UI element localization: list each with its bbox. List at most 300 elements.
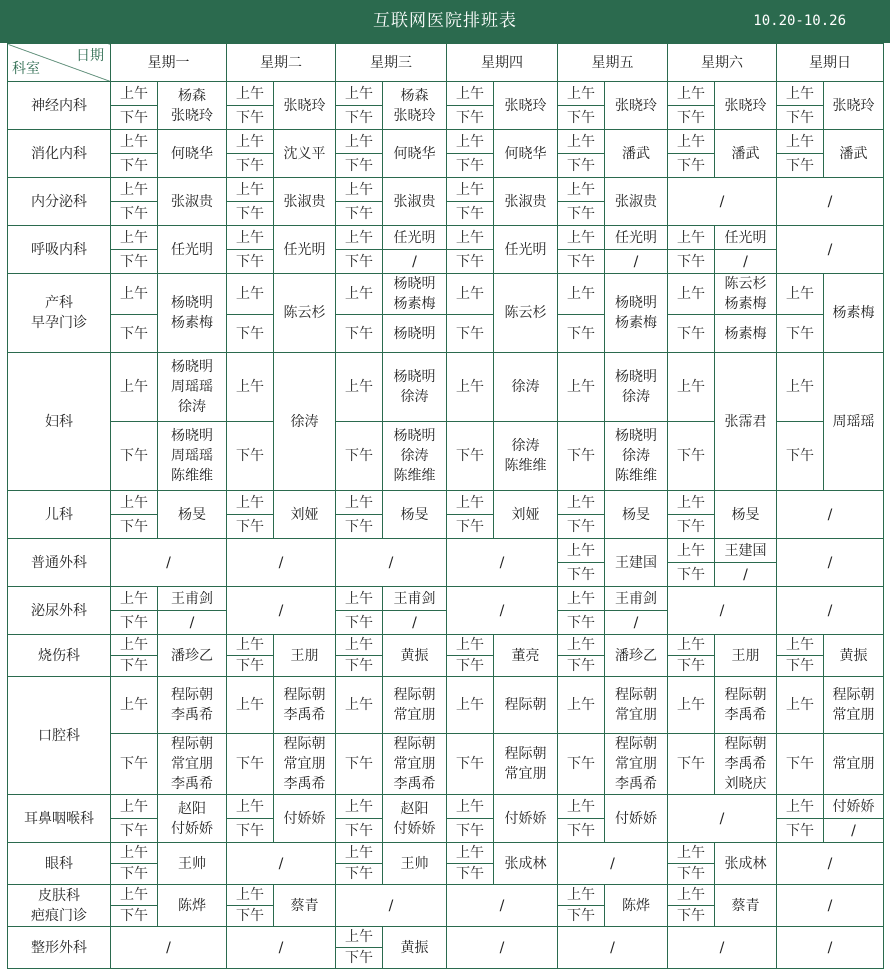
doctor-cell-pm: 杨晓明 周瑶瑶 陈维维 [158, 422, 227, 491]
shift-am-label: 上午 [111, 130, 158, 154]
dept-row-am [8, 927, 884, 948]
doctor-cell-pm: 杨素梅 [715, 315, 777, 353]
no-schedule-cell: / [336, 885, 447, 927]
shift-am-label: 上午 [558, 795, 605, 819]
doctor-cell: 陈云杉 [274, 274, 336, 353]
doctor-cell-pm: 程际朝 常宜朋 李禹希 [158, 734, 227, 795]
doctor-cell-pm: / [824, 819, 884, 843]
shift-am-label: 上午 [558, 539, 605, 563]
shift-am-label: 上午 [668, 885, 715, 906]
shift-pm-label: 下午 [227, 315, 274, 353]
shift-pm-label: 下午 [227, 106, 274, 130]
shift-pm-label: 下午 [111, 656, 158, 677]
doctor-cell-pm: / [715, 250, 777, 274]
shift-am-label: 上午 [447, 795, 494, 819]
department-name: 儿科 [8, 491, 111, 539]
shift-am-label: 上午 [227, 795, 274, 819]
shift-am-label: 上午 [336, 491, 383, 515]
department-name: 普通外科 [8, 539, 111, 587]
shift-pm-label: 下午 [558, 250, 605, 274]
dept-row-am [8, 491, 884, 515]
shift-pm-label: 下午 [336, 611, 383, 635]
shift-am-label: 上午 [336, 635, 383, 656]
shift-pm-label: 下午 [227, 734, 274, 795]
shift-pm-label: 下午 [558, 315, 605, 353]
shift-am-label: 上午 [668, 677, 715, 734]
shift-pm-label: 下午 [447, 250, 494, 274]
doctor-cell: 王朋 [715, 635, 777, 677]
doctor-cell-pm: 徐涛 陈维维 [494, 422, 558, 491]
shift-am-label: 上午 [227, 130, 274, 154]
shift-am-label: 上午 [668, 274, 715, 315]
shift-pm-label: 下午 [558, 611, 605, 635]
doctor-cell: 任光明 [274, 226, 336, 274]
doctor-cell-am: 任光明 [715, 226, 777, 250]
department-name: 口腔科 [8, 677, 111, 795]
shift-pm-label: 下午 [777, 734, 824, 795]
doctor-cell-am: 任光明 [383, 226, 447, 250]
dept-row-am [8, 587, 884, 611]
shift-am-label: 上午 [558, 885, 605, 906]
no-schedule-cell: / [777, 178, 884, 226]
doctor-cell: 王朋 [274, 635, 336, 677]
shift-pm-label: 下午 [336, 422, 383, 491]
shift-pm-label: 下午 [111, 515, 158, 539]
doctor-cell: 杨旻 [715, 491, 777, 539]
doctor-cell: 潘珍乙 [158, 635, 227, 677]
shift-am-label: 上午 [668, 843, 715, 864]
day-header-tue: 星期二 [227, 44, 336, 82]
doctor-cell-am: 杨晓明 周瑶瑶 徐涛 [158, 353, 227, 422]
shift-pm-label: 下午 [558, 202, 605, 226]
dept-row-am [8, 353, 884, 422]
doctor-cell-am: 程际朝 李禹希 [158, 677, 227, 734]
shift-pm-label: 下午 [668, 250, 715, 274]
shift-am-label: 上午 [111, 843, 158, 864]
shift-am-label: 上午 [447, 353, 494, 422]
doctor-cell-am: 任光明 [605, 226, 668, 250]
shift-pm-label: 下午 [558, 819, 605, 843]
doctor-cell-pm: / [383, 250, 447, 274]
department-name: 眼科 [8, 843, 111, 885]
shift-am-label: 上午 [558, 677, 605, 734]
no-schedule-cell: / [777, 587, 884, 635]
shift-am-label: 上午 [777, 82, 824, 106]
doctor-cell: 张成林 [715, 843, 777, 885]
no-schedule-cell: / [668, 178, 777, 226]
doctor-cell: 杨森 张晓玲 [158, 82, 227, 130]
day-header-thu: 星期四 [447, 44, 558, 82]
doctor-cell-am: 付娇娇 [824, 795, 884, 819]
shift-am-label: 上午 [227, 635, 274, 656]
doctor-cell-am: 程际朝 常宜朋 [824, 677, 884, 734]
shift-am-label: 上午 [227, 226, 274, 250]
doctor-cell: 张晓玲 [715, 82, 777, 130]
shift-pm-label: 下午 [336, 819, 383, 843]
shift-am-label: 上午 [111, 795, 158, 819]
doctor-cell: 张晓玲 [824, 82, 884, 130]
shift-am-label: 上午 [227, 274, 274, 315]
doctor-cell: 陈云杉 [494, 274, 558, 353]
doctor-cell: 赵阳 付娇娇 [158, 795, 227, 843]
shift-pm-label: 下午 [336, 864, 383, 885]
department-name: 呼吸内科 [8, 226, 111, 274]
doctor-cell-am: 程际朝 常宜朋 [605, 677, 668, 734]
doctor-cell: 黄振 [824, 635, 884, 677]
shift-pm-label: 下午 [111, 106, 158, 130]
shift-pm-label: 下午 [447, 315, 494, 353]
doctor-cell: 张淑贵 [158, 178, 227, 226]
doctor-cell-pm: / [383, 611, 447, 635]
shift-pm-label: 下午 [558, 106, 605, 130]
shift-pm-label: 下午 [227, 154, 274, 178]
shift-am-label: 上午 [447, 226, 494, 250]
shift-am-label: 上午 [227, 491, 274, 515]
doctor-cell-pm: / [158, 611, 227, 635]
no-schedule-cell: / [227, 587, 336, 635]
doctor-cell-pm: 杨晓明 徐涛 陈维维 [605, 422, 668, 491]
shift-am-label: 上午 [111, 274, 158, 315]
doctor-cell-am: 程际朝 常宜朋 [383, 677, 447, 734]
shift-am-label: 上午 [777, 353, 824, 422]
shift-pm-label: 下午 [668, 154, 715, 178]
shift-pm-label: 下午 [777, 154, 824, 178]
shift-pm-label: 下午 [336, 515, 383, 539]
doctor-cell: 何晓华 [158, 130, 227, 178]
shift-pm-label: 下午 [668, 906, 715, 927]
shift-pm-label: 下午 [447, 734, 494, 795]
shift-pm-label: 下午 [777, 315, 824, 353]
shift-pm-label: 下午 [668, 515, 715, 539]
doctor-cell: 杨森 张晓玲 [383, 82, 447, 130]
dept-row-am [8, 539, 884, 563]
doctor-cell-am: 王甫剑 [605, 587, 668, 611]
shift-pm-label: 下午 [111, 154, 158, 178]
doctor-cell: 董亮 [494, 635, 558, 677]
doctor-cell-am: 杨晓明 杨素梅 [383, 274, 447, 315]
shift-pm-label: 下午 [668, 106, 715, 130]
doctor-cell-am: 王甫剑 [158, 587, 227, 611]
shift-pm-label: 下午 [111, 734, 158, 795]
dept-row-am [8, 82, 884, 106]
day-header-sun: 星期日 [777, 44, 884, 82]
no-schedule-cell: / [336, 539, 447, 587]
shift-am-label: 上午 [668, 82, 715, 106]
no-schedule-cell: / [227, 539, 336, 587]
doctor-cell: 何晓华 [383, 130, 447, 178]
shift-pm-label: 下午 [558, 656, 605, 677]
shift-am-label: 上午 [111, 178, 158, 202]
shift-am-label: 上午 [668, 491, 715, 515]
doctor-cell-am: 程际朝 李禹希 [715, 677, 777, 734]
shift-pm-label: 下午 [336, 656, 383, 677]
no-schedule-cell: / [447, 927, 558, 969]
shift-pm-label: 下午 [336, 106, 383, 130]
shift-am-label: 上午 [111, 226, 158, 250]
shift-pm-label: 下午 [111, 250, 158, 274]
day-header-mon: 星期一 [111, 44, 227, 82]
shift-am-label: 上午 [111, 82, 158, 106]
dept-row-pm [8, 250, 884, 274]
no-schedule-cell: / [111, 539, 227, 587]
shift-am-label: 上午 [777, 130, 824, 154]
shift-am-label: 上午 [558, 82, 605, 106]
shift-am-label: 上午 [777, 274, 824, 315]
department-name: 泌尿外科 [8, 587, 111, 635]
doctor-cell: 刘娅 [274, 491, 336, 539]
doctor-cell: 蔡青 [274, 885, 336, 927]
shift-pm-label: 下午 [558, 734, 605, 795]
no-schedule-cell: / [668, 795, 777, 843]
doctor-cell-am: 王甫剑 [383, 587, 447, 611]
shift-am-label: 上午 [336, 274, 383, 315]
no-schedule-cell: / [777, 885, 884, 927]
shift-am-label: 上午 [447, 677, 494, 734]
doctor-cell-pm: / [715, 563, 777, 587]
department-name: 耳鼻咽喉科 [8, 795, 111, 843]
shift-am-label: 上午 [447, 635, 494, 656]
page-title: 互联网医院排班表 [373, 11, 517, 31]
shift-am-label: 上午 [668, 226, 715, 250]
shift-am-label: 上午 [336, 795, 383, 819]
shift-pm-label: 下午 [777, 656, 824, 677]
doctor-cell: 杨旻 [605, 491, 668, 539]
shift-pm-label: 下午 [668, 864, 715, 885]
corner-date-label: 日期 [76, 48, 104, 64]
dept-row-am [8, 843, 884, 864]
shift-pm-label: 下午 [777, 106, 824, 130]
doctor-cell: 何晓华 [494, 130, 558, 178]
dept-row-am [8, 885, 884, 906]
shift-am-label: 上午 [336, 353, 383, 422]
shift-am-label: 上午 [777, 677, 824, 734]
department-name: 内分泌科 [8, 178, 111, 226]
no-schedule-cell: / [558, 927, 668, 969]
department-name: 产科 早孕门诊 [8, 274, 111, 353]
shift-am-label: 上午 [227, 885, 274, 906]
shift-am-label: 上午 [777, 795, 824, 819]
shift-pm-label: 下午 [336, 734, 383, 795]
doctor-cell: 付娇娇 [494, 795, 558, 843]
shift-pm-label: 下午 [558, 154, 605, 178]
doctor-cell: 张晓玲 [494, 82, 558, 130]
doctor-cell: 张晓玲 [274, 82, 336, 130]
doctor-cell: 任光明 [494, 226, 558, 274]
shift-am-label: 上午 [558, 587, 605, 611]
shift-am-label: 上午 [558, 491, 605, 515]
shift-am-label: 上午 [111, 635, 158, 656]
shift-am-label: 上午 [336, 843, 383, 864]
dept-row-pm [8, 315, 884, 353]
shift-am-label: 上午 [227, 178, 274, 202]
doctor-cell: 蔡青 [715, 885, 777, 927]
shift-am-label: 上午 [558, 635, 605, 656]
doctor-cell: 任光明 [158, 226, 227, 274]
doctor-cell: 周瑶瑶 [824, 353, 884, 491]
no-schedule-cell: / [227, 843, 336, 885]
no-schedule-cell: / [777, 226, 884, 274]
shift-pm-label: 下午 [558, 906, 605, 927]
shift-pm-label: 下午 [447, 154, 494, 178]
shift-pm-label: 下午 [111, 422, 158, 491]
doctor-cell: 张淑贵 [383, 178, 447, 226]
doctor-cell: 张淑贵 [605, 178, 668, 226]
shift-am-label: 上午 [336, 226, 383, 250]
doctor-cell-pm: 杨晓明 徐涛 陈维维 [383, 422, 447, 491]
shift-am-label: 上午 [668, 353, 715, 422]
shift-am-label: 上午 [336, 587, 383, 611]
shift-pm-label: 下午 [111, 864, 158, 885]
shift-am-label: 上午 [558, 274, 605, 315]
department-name: 消化内科 [8, 130, 111, 178]
doctor-cell: 张晓玲 [605, 82, 668, 130]
doctor-cell-pm: 杨晓明 [383, 315, 447, 353]
doctor-cell: 刘娅 [494, 491, 558, 539]
doctor-cell: 杨旻 [158, 491, 227, 539]
no-schedule-cell: / [777, 843, 884, 885]
date-range: 10.20-10.26 [753, 13, 846, 29]
shift-am-label: 上午 [668, 635, 715, 656]
shift-pm-label: 下午 [227, 422, 274, 491]
no-schedule-cell: / [668, 927, 777, 969]
shift-pm-label: 下午 [447, 515, 494, 539]
shift-am-label: 上午 [111, 491, 158, 515]
doctor-cell: 付娇娇 [274, 795, 336, 843]
shift-pm-label: 下午 [447, 422, 494, 491]
shift-am-label: 上午 [336, 178, 383, 202]
department-name: 整形外科 [8, 927, 111, 969]
dept-row-am [8, 178, 884, 202]
shift-pm-label: 下午 [227, 515, 274, 539]
doctor-cell-am: 徐涛 [494, 353, 558, 422]
doctor-cell: 王建国 [605, 539, 668, 587]
dept-row-am [8, 130, 884, 154]
shift-pm-label: 下午 [336, 202, 383, 226]
shift-am-label: 上午 [111, 353, 158, 422]
shift-pm-label: 下午 [227, 906, 274, 927]
doctor-cell-am: 程际朝 [494, 677, 558, 734]
corner-cell [8, 44, 111, 82]
no-schedule-cell: / [447, 539, 558, 587]
no-schedule-cell: / [777, 927, 884, 969]
no-schedule-cell: / [447, 587, 558, 635]
shift-pm-label: 下午 [111, 611, 158, 635]
doctor-cell: 王帅 [158, 843, 227, 885]
shift-pm-label: 下午 [447, 864, 494, 885]
shift-am-label: 上午 [447, 82, 494, 106]
doctor-cell: 杨旻 [383, 491, 447, 539]
corner-dept-label: 科室 [12, 61, 40, 77]
doctor-cell-am: 杨晓明 徐涛 [383, 353, 447, 422]
dept-row-am [8, 226, 884, 250]
shift-am-label: 上午 [447, 843, 494, 864]
shift-pm-label: 下午 [668, 315, 715, 353]
dept-row-am [8, 635, 884, 656]
shift-am-label: 上午 [447, 178, 494, 202]
doctor-cell-pm: 程际朝 常宜朋 李禹希 [605, 734, 668, 795]
department-name: 妇科 [8, 353, 111, 491]
no-schedule-cell: / [777, 491, 884, 539]
header-row [8, 44, 884, 82]
shift-pm-label: 下午 [668, 422, 715, 491]
no-schedule-cell: / [227, 927, 336, 969]
shift-am-label: 上午 [447, 274, 494, 315]
no-schedule-cell: / [447, 885, 558, 927]
shift-am-label: 上午 [111, 885, 158, 906]
doctor-cell: 黄振 [383, 927, 447, 969]
doctor-cell-am: 程际朝 李禹希 [274, 677, 336, 734]
doctor-cell: 黄振 [383, 635, 447, 677]
shift-pm-label: 下午 [558, 515, 605, 539]
doctor-cell: 潘武 [824, 130, 884, 178]
shift-am-label: 上午 [336, 677, 383, 734]
shift-pm-label: 下午 [777, 422, 824, 491]
shift-pm-label: 下午 [111, 315, 158, 353]
shift-pm-label: 下午 [111, 906, 158, 927]
shift-pm-label: 下午 [668, 563, 715, 587]
dept-row-am [8, 795, 884, 819]
doctor-cell-pm: 程际朝 常宜朋 李禹希 [383, 734, 447, 795]
department-name: 神经内科 [8, 82, 111, 130]
doctor-cell: 潘珍乙 [605, 635, 668, 677]
doctor-cell-am: 王建国 [715, 539, 777, 563]
shift-pm-label: 下午 [227, 819, 274, 843]
shift-pm-label: 下午 [447, 819, 494, 843]
department-name: 烧伤科 [8, 635, 111, 677]
no-schedule-cell: / [111, 927, 227, 969]
shift-am-label: 上午 [668, 539, 715, 563]
shift-pm-label: 下午 [227, 656, 274, 677]
shift-pm-label: 下午 [336, 250, 383, 274]
doctor-cell: 张淑贵 [494, 178, 558, 226]
doctor-cell: 赵阳 付娇娇 [383, 795, 447, 843]
shift-am-label: 上午 [336, 130, 383, 154]
doctor-cell-pm: 程际朝 常宜朋 [494, 734, 558, 795]
shift-am-label: 上午 [447, 130, 494, 154]
title-bar [0, 0, 890, 43]
schedule-body [8, 82, 884, 969]
shift-am-label: 上午 [227, 353, 274, 422]
no-schedule-cell: / [777, 539, 884, 587]
doctor-cell: 杨晓明 杨素梅 [605, 274, 668, 353]
shift-pm-label: 下午 [447, 656, 494, 677]
doctor-cell-pm: / [605, 611, 668, 635]
shift-pm-label: 下午 [111, 819, 158, 843]
doctor-cell: 徐涛 [274, 353, 336, 491]
shift-pm-label: 下午 [558, 563, 605, 587]
shift-pm-label: 下午 [558, 422, 605, 491]
shift-am-label: 上午 [111, 677, 158, 734]
shift-pm-label: 下午 [447, 202, 494, 226]
shift-am-label: 上午 [558, 178, 605, 202]
doctor-cell: 陈烨 [605, 885, 668, 927]
dept-row-am [8, 274, 884, 315]
doctor-cell-am: 陈云杉 杨素梅 [715, 274, 777, 315]
doctor-cell-pm: 常宜朋 [824, 734, 884, 795]
schedule-table [7, 43, 884, 969]
doctor-cell: 王帅 [383, 843, 447, 885]
shift-am-label: 上午 [777, 635, 824, 656]
doctor-cell: 张霈君 [715, 353, 777, 491]
day-header-wed: 星期三 [336, 44, 447, 82]
doctor-cell: 潘武 [715, 130, 777, 178]
shift-am-label: 上午 [668, 130, 715, 154]
shift-am-label: 上午 [336, 82, 383, 106]
doctor-cell: 张淑贵 [274, 178, 336, 226]
shift-pm-label: 下午 [336, 154, 383, 178]
shift-pm-label: 下午 [336, 948, 383, 969]
shift-pm-label: 下午 [777, 819, 824, 843]
